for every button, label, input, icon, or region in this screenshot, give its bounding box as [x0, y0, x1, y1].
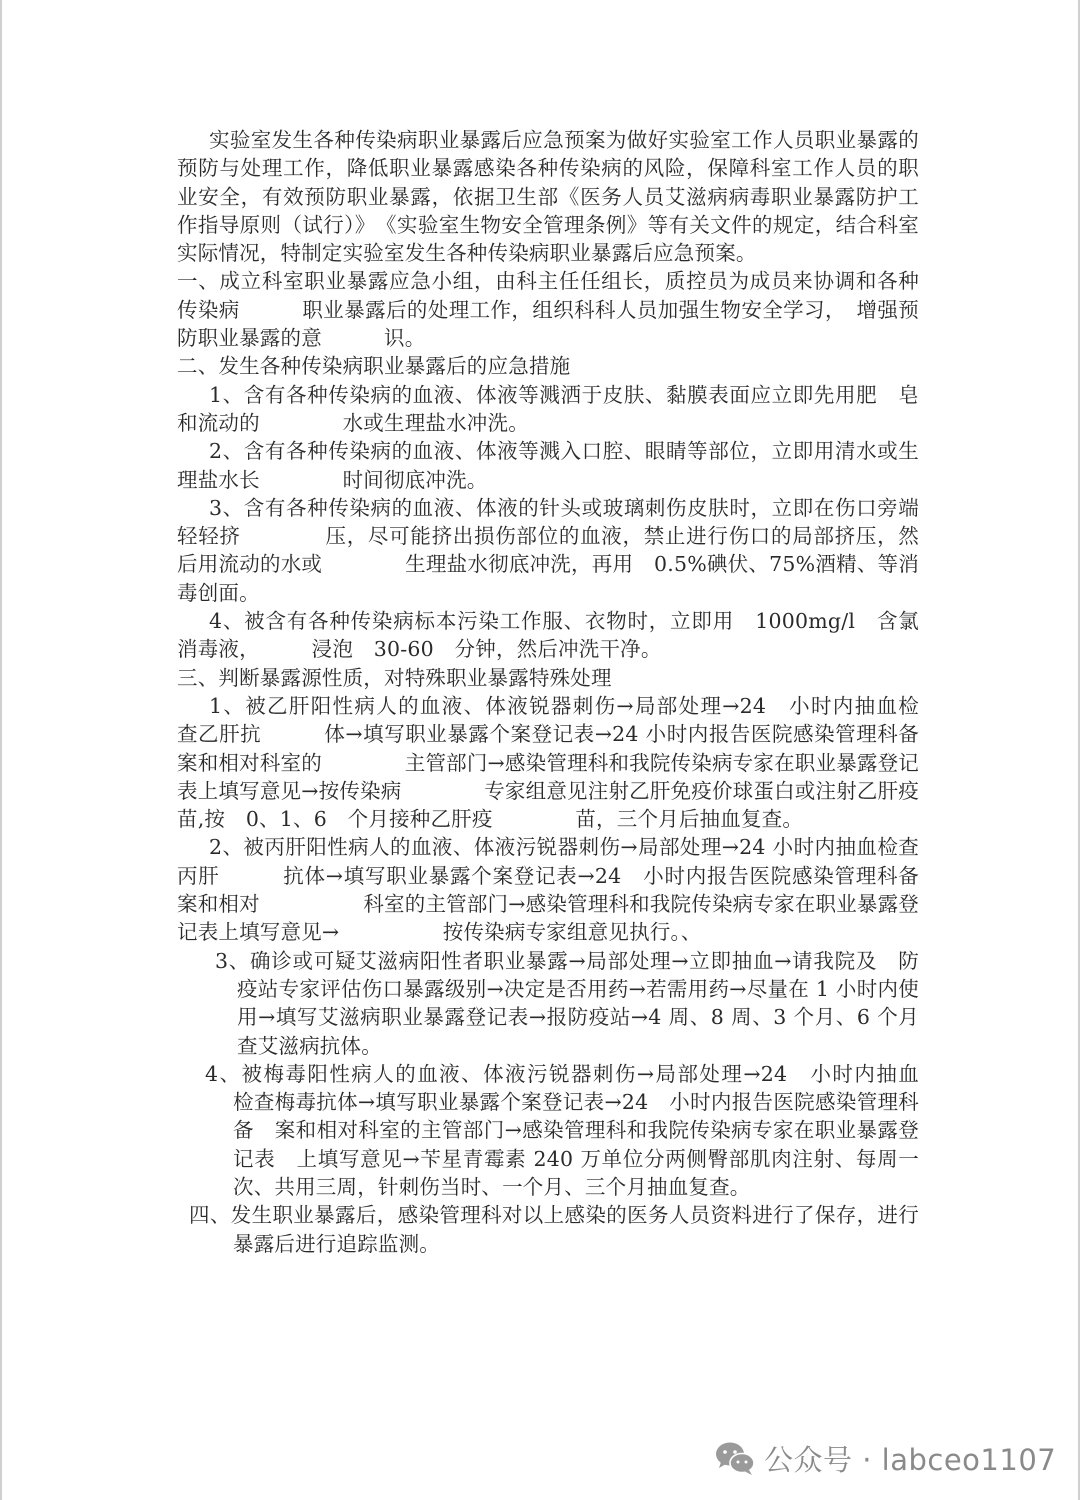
section-2-item-1: 1、含有各种传染病的血液、体液等溅洒于皮肤、黏膜表面应立即先用肥 皂和流动的 水或生理盐水冲洗。 [177, 382, 919, 435]
watermark-text: 公众号 · labceo1107 [764, 1442, 1057, 1477]
section-1-paragraph: 一、成立科室职业暴露应急小组，由科主任任组长，质控员为成员来协调和各种传染病 职业暴露后的处理工作，组织科科人员加强生物安全学习， 增强预防职业暴露的意 识。 [177, 269, 919, 351]
section-3-item-2: 2、被丙肝阳性病人的血液、体液污锐器刺伤→局部处理→24 小时内抽血检查丙肝 抗体→填写职业暴露个案登记表→24 小时内报告医院感染管理科备案和相对 科室的主管部门→感染管理科和我院传染病专家在职业暴露登记表上填写意见→ 按传染病专家组意见执行。、 [177, 835, 919, 945]
document-body [177, 126, 940, 1258]
section-3-item-1: 1、被乙肝阳性病人的血液、体液锐器刺伤→局部处理→24 小时内抽血检 查乙肝抗 体→填写职业暴露个案登记表→24 小时内报告医院感染管理科备案和相对科室的 主管部门→感染管理科和我院传染病专家在职业暴露登记表上填写意见→按传染病 专家组意见注射乙肝免疫价球蛋白或注射乙肝疫苗,按 0、1、6 个月接种乙肝疫 苗，三个月后抽血复查。 [177, 693, 940, 832]
section-2-item-4: 4、被含有各种传染病标本污染工作服、衣物时，立即用 1000mg/l 含氯 消毒液， 浸泡 30-60 分钟，然后冲洗干净。 [177, 609, 940, 662]
section-2-heading: 二、发生各种传染病职业暴露后的应急措施 [177, 354, 571, 379]
section-2-item-3: 3、含有各种传染病的血液、体液的针头或玻璃刺伤皮肤时，立即在伤口旁端轻轻挤 压，尽可能挤出损伤部位的血液，禁止进行伤口的局部挤压，然 后用流动的水或 生理盐水彻底冲洗，再用 0.5%碘伏、75%酒精、等消毒创面。 [177, 495, 940, 605]
section-3-heading: 三、判断暴露源性质，对特殊职业暴露特殊处理 [177, 665, 612, 690]
wechat-icon [714, 1440, 756, 1476]
section-2-item-2: 2、含有各种传染病的血液、体液等溅入口腔、眼睛等部位，立即用清水或生理盐水长 时间彻底冲洗。 [177, 439, 919, 492]
watermark [714, 1436, 1056, 1480]
section-3-item-4: 4、被梅毒阳性病人的血液、体液污锐器刺伤→局部处理→24 小时内抽血 检查梅毒抗体→填写职业暴露个案登记表→24 小时内报告医院感染管理科备 案和相对科室的主管部门→感染管理科和我院传染病专家在职业暴露登记表 上填写意见→苄星青霉素 240 万单位分两侧臀部肌肉注射、每周一次、共用三周，针刺伤当时、一个月、三个月抽血复查。 [205, 1061, 940, 1199]
section-4-paragraph: 四、发生职业暴露后，感染管理科对以上感染的医务人员资料进行了保存，进行暴露后进行追踪监测。 [189, 1203, 919, 1256]
section-3-item-3: 3、确诊或可疑艾滋病阳性者职业暴露→局部处理→立即抽血→请我院及 防疫站专家评估伤口暴露级别→决定是否用药→若需用药→尽量在 1 小时内使用→填写艾滋病职业暴露登记表→报防疫站→4 周、8 周、3 个月、6 个月查艾滋病抗体。 [215, 948, 919, 1058]
intro-paragraph: 实验室发生各种传染病职业暴露后应急预案为做好实验室工作人员职业暴露的预防与处理工作，降低职业暴露感染各种传染病的风险，保障科室工作人员的职业安全，有效预防职业暴露，依据卫生部《医务人员艾滋病病毒职业暴露防护工作指导原则（试行）》 《实验室生物安全管理条例》等有关文件的规定，结合科室实际情况，特制定实验室发生各种传染病职业暴露后应急预案。 [177, 128, 919, 266]
